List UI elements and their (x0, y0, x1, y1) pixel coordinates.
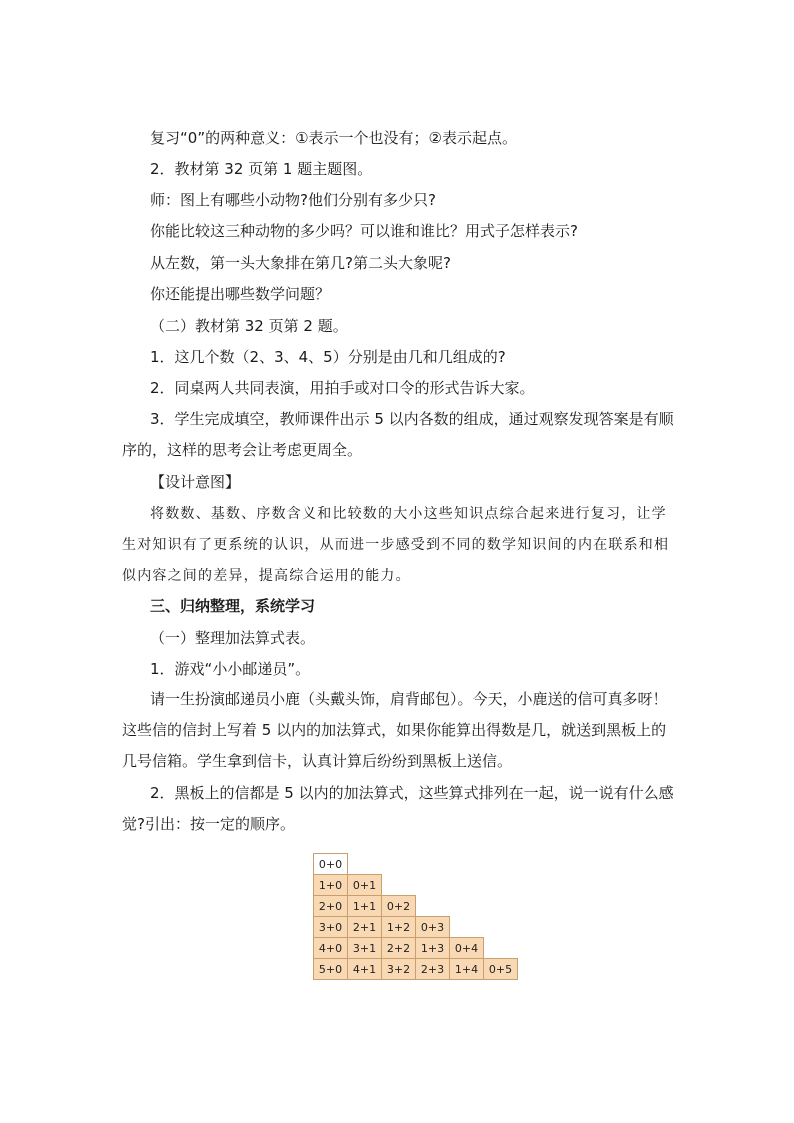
table-cell: 0+0 (314, 854, 348, 875)
paragraph: 请一生扮演邮递员小鹿（头戴头饰，肩背邮包）。今天，小鹿送的信可真多呀！这些信的信封上写着 5 以内的加法算式，如果你能算出得数是几，就送到黑板上的几号信箱。学生拿到信卡，认真计算后纷纷到黑板上送信。 (122, 690, 668, 770)
text-line: 1．游戏“小小邮递员”。 (150, 660, 311, 678)
table-cell: 3+2 (382, 959, 416, 980)
text-line: 从左数，第一头大象排在第几?第二头大象呢? (150, 254, 451, 272)
table-cell: 0+5 (484, 959, 518, 980)
table-row (314, 896, 518, 917)
table-row (314, 938, 518, 959)
table-cell: 1+4 (450, 959, 484, 980)
table-row (314, 875, 518, 896)
text-line: 复习“0”的两种意义：①表示一个也没有；②表示起点。 (150, 129, 517, 147)
table-cell: 3+1 (348, 938, 382, 959)
table-cell: 3+0 (314, 917, 348, 938)
table-cell: 2+3 (416, 959, 450, 980)
text-line: 你能比较这三种动物的多少吗？可以谁和谁比？用式子怎样表示? (150, 222, 578, 240)
table-cell: 2+1 (348, 917, 382, 938)
addition-table (313, 853, 518, 980)
table-row (314, 917, 518, 938)
table-cell: 1+0 (314, 875, 348, 896)
table-cell: 1+2 (382, 917, 416, 938)
design-intent-heading: 【设计意图】 (150, 473, 241, 491)
table-cell: 1+3 (416, 938, 450, 959)
text-line: 2．同桌两人共同表演，用拍手或对口令的形式告诉大家。 (150, 379, 535, 397)
section-title: 三、归纳整理，系统学习 (150, 597, 316, 615)
table-cell: 4+1 (348, 959, 382, 980)
table-cell: 0+4 (450, 938, 484, 959)
design-intent-paragraph: 将数数、基数、序数含义和比较数的大小这些知识点综合起来进行复习，让学生对知识有了更系统的认识，从而进一步感受到不同的数学知识间的内在联系和相似内容之间的差异，提高综合运用的能力。 (122, 506, 670, 584)
table-cell: 4+0 (314, 938, 348, 959)
table-cell: 2+0 (314, 896, 348, 917)
text-line: 师：图上有哪些小动物?他们分别有多少只? (150, 191, 436, 209)
table-cell: 0+2 (382, 896, 416, 917)
paragraph: 2．黑板上的信都是 5 以内的加法算式，这些算式排列在一起，说一说有什么感觉?引出：按一定的顺序。 (122, 784, 674, 833)
table-cell: 1+1 (348, 896, 382, 917)
table-cell: 2+2 (382, 938, 416, 959)
paragraph: 3．学生完成填空，教师课件出示 5 以内各数的组成，通过观察发现答案是有顺序的，这样的思考会让考虑更周全。 (122, 410, 674, 459)
table-cell: 0+3 (416, 917, 450, 938)
table-cell: 0+1 (348, 875, 382, 896)
table-row (314, 854, 518, 875)
text-line: 2．教材第 32 页第 1 题主题图。 (150, 160, 373, 178)
section-heading: （二）教材第 32 页第 2 题。 (150, 317, 348, 335)
section-heading: （一）整理加法算式表。 (150, 629, 316, 647)
table-row (314, 959, 518, 980)
text-line: 你还能提出哪些数学问题？ (150, 285, 331, 303)
text-line: 1．这几个数（2、3、4、5）分别是由几和几组成的? (150, 348, 506, 366)
table-cell: 5+0 (314, 959, 348, 980)
